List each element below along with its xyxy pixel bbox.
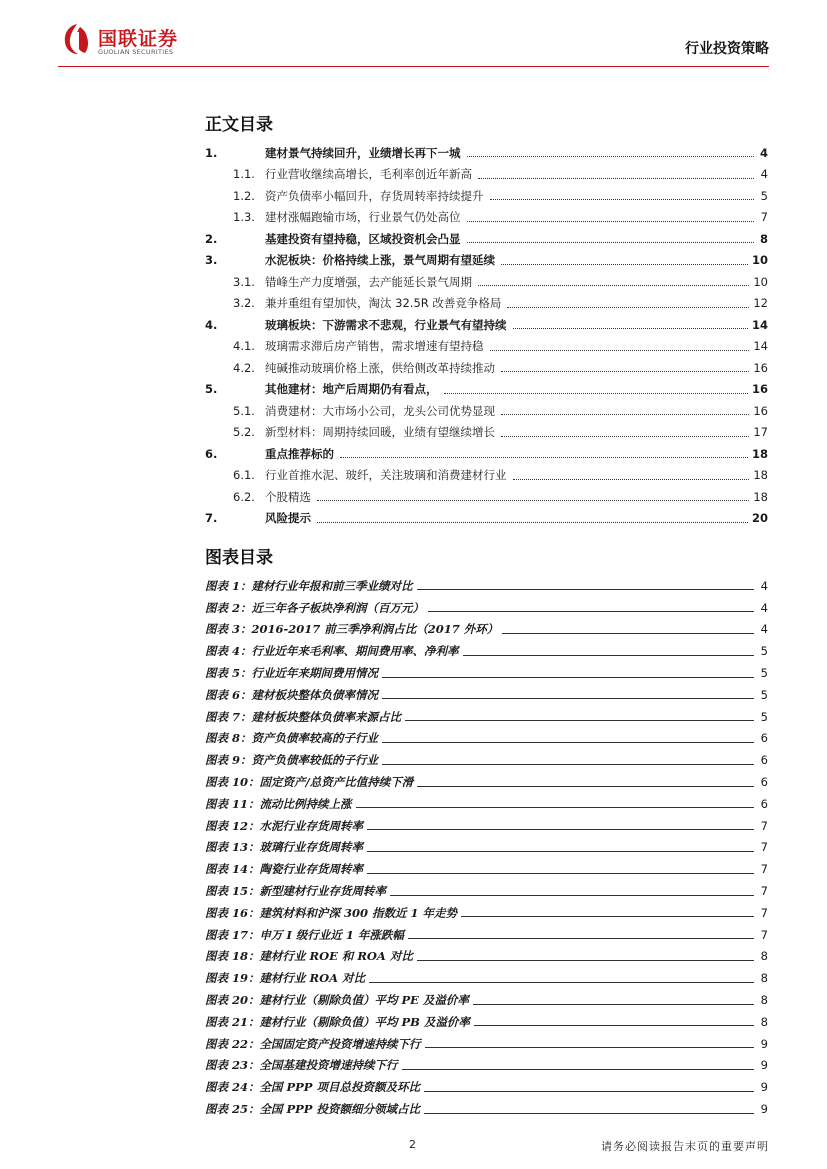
toc-leader-dots xyxy=(444,393,748,394)
figure-leader-line xyxy=(473,1004,754,1005)
toc-entry[interactable] xyxy=(205,314,768,336)
figure-entry-title: 图表 16：建筑材料和沪深 300 指数近 1 年走势 xyxy=(205,905,458,920)
figure-leader-line xyxy=(463,655,754,656)
figure-entry[interactable] xyxy=(205,597,768,619)
toc-leader-dots xyxy=(478,285,749,286)
toc-entry-page: 10 xyxy=(753,274,768,289)
toc-entry-number: 6. xyxy=(205,446,218,461)
figure-entry-page: 4 xyxy=(760,600,768,615)
figure-leader-line xyxy=(424,1113,754,1114)
figure-entry-page: 6 xyxy=(760,753,768,768)
brand-name-en: GUOLIAN SECURITIES xyxy=(98,48,174,56)
figure-leader-line xyxy=(382,742,754,743)
toc-entry-page: 18 xyxy=(753,468,768,483)
toc-entry-number: 4.2. xyxy=(233,360,255,375)
toc-entry-page: 10 xyxy=(751,253,768,268)
table-of-contents xyxy=(205,142,768,529)
figure-entry[interactable] xyxy=(205,793,768,815)
page-number: 2 xyxy=(409,1138,416,1151)
figure-entry-page: 6 xyxy=(760,775,768,790)
toc-entry-page: 18 xyxy=(751,446,768,461)
toc-entry[interactable] xyxy=(205,185,768,207)
figure-leader-line xyxy=(382,698,754,699)
toc-entry[interactable] xyxy=(205,293,768,315)
toc-leader-dots xyxy=(501,414,749,415)
toc-entry[interactable] xyxy=(205,400,768,422)
toc-entry[interactable] xyxy=(205,508,768,530)
toc-entry-page: 12 xyxy=(753,296,768,311)
toc-leader-dots xyxy=(513,328,748,329)
figure-entry[interactable] xyxy=(205,662,768,684)
toc-entry-page: 20 xyxy=(751,511,768,526)
figure-entry-title: 图表 6：建材板块整体负债率情况 xyxy=(205,687,379,702)
toc-leader-dots xyxy=(490,199,755,200)
figure-entry[interactable] xyxy=(205,946,768,968)
toc-entry-page: 4 xyxy=(759,145,768,160)
figure-entry-title: 图表 22：全国固定资产投资增速持续下行 xyxy=(205,1036,421,1051)
figure-entry[interactable] xyxy=(205,1076,768,1098)
toc-entry-title: 建材涨幅跑输市场，行业景气仍处高位 xyxy=(265,210,461,225)
figure-entry-title: 图表 5：行业近年来期间费用情况 xyxy=(205,666,379,681)
toc-entry-page: 4 xyxy=(760,167,768,182)
toc-entry-title: 消费建材：大市场小公司，龙头公司优势显现 xyxy=(265,403,495,418)
toc-entry[interactable] xyxy=(205,486,768,508)
figure-entry-page: 7 xyxy=(760,905,768,920)
figure-leader-line xyxy=(425,1047,754,1048)
toc-entry[interactable] xyxy=(205,164,768,186)
figure-entry-title: 图表 9：资产负债率较低的子行业 xyxy=(205,753,379,768)
toc-leader-dots xyxy=(501,264,748,265)
figure-entry-title: 图表 7：建材板块整体负债率来源占比 xyxy=(205,709,402,724)
toc-leader-dots xyxy=(490,350,750,351)
figure-entry-page: 4 xyxy=(760,578,768,593)
toc-leader-dots xyxy=(467,156,755,157)
figure-leader-line xyxy=(405,720,754,721)
toc-entry[interactable] xyxy=(205,142,768,164)
toc-entry-number: 3. xyxy=(205,253,218,268)
figure-entry-title: 图表 15：新型建材行业存货周转率 xyxy=(205,884,387,899)
toc-entry[interactable] xyxy=(205,422,768,444)
figure-entry-page: 7 xyxy=(760,862,768,877)
toc-entry-title: 行业首推水泥、玻纤，关注玻璃和消费建材行业 xyxy=(265,468,507,483)
toc-entry[interactable] xyxy=(205,228,768,250)
figure-entry-title: 图表 8：资产负债率较高的子行业 xyxy=(205,731,379,746)
toc-leader-dots xyxy=(317,500,749,501)
figure-leader-line xyxy=(461,916,754,917)
figure-entry[interactable] xyxy=(205,924,768,946)
toc-leader-dots xyxy=(501,371,749,372)
figure-entry-title: 图表 2：近三年各子板块净利润（百万元） xyxy=(205,600,425,615)
toc-entry-number: 4. xyxy=(205,317,218,332)
figure-leader-line xyxy=(367,873,754,874)
toc-entry-number: 5. xyxy=(205,382,218,397)
toc-entry-title: 基建投资有望持稳，区域投资机会凸显 xyxy=(265,231,461,246)
figure-entry-page: 7 xyxy=(760,927,768,942)
toc-entry-page: 17 xyxy=(753,425,768,440)
figure-entry-page: 9 xyxy=(760,1036,768,1051)
toc-entry-number: 6.1. xyxy=(233,468,255,483)
figure-entry-title: 图表 4：行业近年来毛利率、期间费用率、净利率 xyxy=(205,644,459,659)
figure-leader-line xyxy=(417,589,754,590)
figure-leader-line xyxy=(382,764,754,765)
figure-entry-page: 7 xyxy=(760,884,768,899)
figure-leader-line xyxy=(408,938,754,939)
figure-entry-title: 图表 14：陶瓷行业存货周转率 xyxy=(205,862,364,877)
toc-entry-title: 玻璃板块：下游需求不悲观，行业景气有望持续 xyxy=(265,317,507,332)
figure-leader-line xyxy=(502,633,754,634)
toc-entry[interactable] xyxy=(205,250,768,272)
figure-entry[interactable] xyxy=(205,1098,768,1120)
toc-entry-page: 14 xyxy=(753,339,768,354)
figure-leader-line xyxy=(390,895,754,896)
figure-leader-line xyxy=(382,677,754,678)
figure-entry-title: 图表 13：玻璃行业存货周转率 xyxy=(205,840,364,855)
figure-entry-title: 图表 23：全国基建投资增速持续下行 xyxy=(205,1058,398,1073)
figure-entry-page: 6 xyxy=(760,796,768,811)
figure-leader-line xyxy=(367,851,754,852)
figure-entry-title: 图表 10：固定资产/总资产比值持续下滑 xyxy=(205,775,414,790)
toc-entry[interactable] xyxy=(205,336,768,358)
toc-entry-number: 1.3. xyxy=(233,210,255,225)
toc-entry[interactable] xyxy=(205,357,768,379)
figure-entry-page: 9 xyxy=(760,1058,768,1073)
figure-leader-line xyxy=(369,982,754,983)
figure-entry-page: 8 xyxy=(760,971,768,986)
figure-leader-line xyxy=(424,1091,754,1092)
toc-entry[interactable] xyxy=(205,271,768,293)
figure-entry[interactable] xyxy=(205,684,768,706)
figure-entry-page: 9 xyxy=(760,1080,768,1095)
toc-entry-page: 5 xyxy=(760,188,768,203)
toc-entry-page: 8 xyxy=(759,231,768,246)
toc-leader-dots xyxy=(340,457,748,458)
guolian-logo-icon xyxy=(62,22,92,56)
toc-entry-number: 1. xyxy=(205,145,218,160)
toc-entry-title: 建材景气持续回升，业绩增长再下一城 xyxy=(265,145,461,160)
toc-entry-number: 5.2. xyxy=(233,425,255,440)
figure-entry-title: 图表 24：全国 PPP 项目总投资额及环比 xyxy=(205,1080,420,1095)
toc-entry-number: 1.1. xyxy=(233,167,255,182)
page-header xyxy=(0,0,827,70)
brand-name-cn: 国联证券 xyxy=(98,28,179,50)
toc-entry-title: 其他建材：地产后周期仍有看点， xyxy=(265,382,438,397)
toc-leader-dots xyxy=(317,522,748,523)
toc-entry-title: 行业营收继续高增长，毛利率创近年新高 xyxy=(265,167,472,182)
figure-entry[interactable] xyxy=(205,728,768,750)
figure-entry-page: 5 xyxy=(760,687,768,702)
toc-entry-number: 6.2. xyxy=(233,489,255,504)
figure-entry[interactable] xyxy=(205,619,768,641)
figure-entry[interactable] xyxy=(205,902,768,924)
figure-entry[interactable] xyxy=(205,640,768,662)
figure-leader-line xyxy=(402,1069,754,1070)
figure-entry-title: 图表 3：2016-2017 前三季净利润占比（2017 外环） xyxy=(205,622,499,637)
toc-entry-title: 个股精选 xyxy=(265,489,311,504)
toc-entry-title: 新型材料：周期持续回暖，业绩有望继续增长 xyxy=(265,425,495,440)
figure-entry-title: 图表 17：申万 I 级行业近 1 年涨跌幅 xyxy=(205,927,404,942)
figure-entry[interactable] xyxy=(205,771,768,793)
toc-entry[interactable] xyxy=(205,465,768,487)
figure-list-section-title: 图表目录 xyxy=(205,548,273,568)
figure-entry-title: 图表 25：全国 PPP 投资额细分领域占比 xyxy=(205,1102,420,1117)
figure-entry[interactable] xyxy=(205,1055,768,1077)
toc-entry-page: 16 xyxy=(753,360,768,375)
toc-entry-page: 18 xyxy=(753,489,768,504)
figure-entry-page: 9 xyxy=(760,1102,768,1117)
toc-entry-title: 风险提示 xyxy=(265,511,311,526)
toc-entry-title: 玻璃需求滞后房产销售，需求增速有望持稳 xyxy=(265,339,484,354)
figure-leader-line xyxy=(474,1025,754,1026)
toc-entry-number: 3.1. xyxy=(233,274,255,289)
figure-entry[interactable] xyxy=(205,706,768,728)
toc-entry[interactable] xyxy=(205,443,768,465)
header-divider xyxy=(58,66,769,67)
toc-entry-page: 7 xyxy=(760,210,768,225)
figure-entry-page: 4 xyxy=(760,622,768,637)
figure-entry[interactable] xyxy=(205,837,768,859)
figure-entry-title: 图表 19：建材行业 ROA 对比 xyxy=(205,971,366,986)
footer-disclaimer: 请务必阅读报告末页的重要声明 xyxy=(601,1140,769,1153)
figure-entry-title: 图表 1：建材行业年报和前三季业绩对比 xyxy=(205,578,413,593)
toc-entry-page: 14 xyxy=(751,317,768,332)
toc-entry-title: 重点推荐标的 xyxy=(265,446,334,461)
figure-entry-title: 图表 21：建材行业（剔除负值）平均 PB 及溢价率 xyxy=(205,1014,470,1029)
toc-entry-number: 3.2. xyxy=(233,296,255,311)
figure-entry-title: 图表 18：建材行业 ROE 和 ROA 对比 xyxy=(205,949,413,964)
figure-entry-title: 图表 20：建材行业（剔除负值）平均 PE 及溢价率 xyxy=(205,993,469,1008)
figure-list xyxy=(205,575,768,1120)
toc-section-title: 正文目录 xyxy=(205,115,273,135)
toc-entry-number: 2. xyxy=(205,231,218,246)
figure-leader-line xyxy=(417,960,754,961)
figure-entry-page: 8 xyxy=(760,1014,768,1029)
figure-entry-title: 图表 12：水泥行业存货周转率 xyxy=(205,818,364,833)
figure-entry-page: 6 xyxy=(760,731,768,746)
toc-entry-title: 兼并重组有望加快，淘汰 32.5R 改善竞争格局 xyxy=(265,296,502,311)
figure-entry[interactable] xyxy=(205,858,768,880)
toc-leader-dots xyxy=(513,479,750,480)
toc-entry-title: 错峰生产力度增强，去产能延长景气周期 xyxy=(265,274,472,289)
toc-leader-dots xyxy=(501,436,749,437)
toc-entry-number: 1.2. xyxy=(233,188,255,203)
figure-entry-page: 7 xyxy=(760,840,768,855)
figure-entry[interactable] xyxy=(205,1011,768,1033)
toc-entry-number: 4.1. xyxy=(233,339,255,354)
toc-entry-number: 5.1. xyxy=(233,403,255,418)
toc-entry-title: 水泥板块：价格持续上涨，景气周期有望延续 xyxy=(265,253,495,268)
figure-entry[interactable] xyxy=(205,880,768,902)
figure-leader-line xyxy=(428,611,754,612)
company-logo xyxy=(62,22,222,62)
figure-entry-page: 7 xyxy=(760,818,768,833)
figure-entry-page: 8 xyxy=(760,949,768,964)
figure-entry[interactable] xyxy=(205,967,768,989)
toc-entry-number: 7. xyxy=(205,511,218,526)
figure-entry-title: 图表 11：流动比例持续上涨 xyxy=(205,796,352,811)
toc-leader-dots xyxy=(478,178,754,179)
figure-entry[interactable] xyxy=(205,989,768,1011)
figure-entry-page: 8 xyxy=(760,993,768,1008)
toc-leader-dots xyxy=(507,307,749,308)
figure-entry-page: 5 xyxy=(760,666,768,681)
report-type-label: 行业投资策略 xyxy=(685,41,769,57)
figure-entry-page: 5 xyxy=(760,644,768,659)
figure-entry[interactable] xyxy=(205,1033,768,1055)
figure-leader-line xyxy=(417,786,754,787)
figure-entry[interactable] xyxy=(205,749,768,771)
toc-entry-page: 16 xyxy=(753,403,768,418)
toc-entry[interactable] xyxy=(205,379,768,401)
toc-entry[interactable] xyxy=(205,207,768,229)
toc-leader-dots xyxy=(467,242,755,243)
toc-entry-title: 资产负债率小幅回升，存货周转率持续提升 xyxy=(265,188,484,203)
toc-entry-page: 16 xyxy=(751,382,768,397)
figure-entry[interactable] xyxy=(205,575,768,597)
figure-leader-line xyxy=(367,829,754,830)
toc-leader-dots xyxy=(467,221,755,222)
figure-entry[interactable] xyxy=(205,815,768,837)
figure-entry-page: 5 xyxy=(760,709,768,724)
toc-entry-title: 纯碱推动玻璃价格上涨，供给侧改革持续推动 xyxy=(265,360,495,375)
figure-leader-line xyxy=(356,807,754,808)
